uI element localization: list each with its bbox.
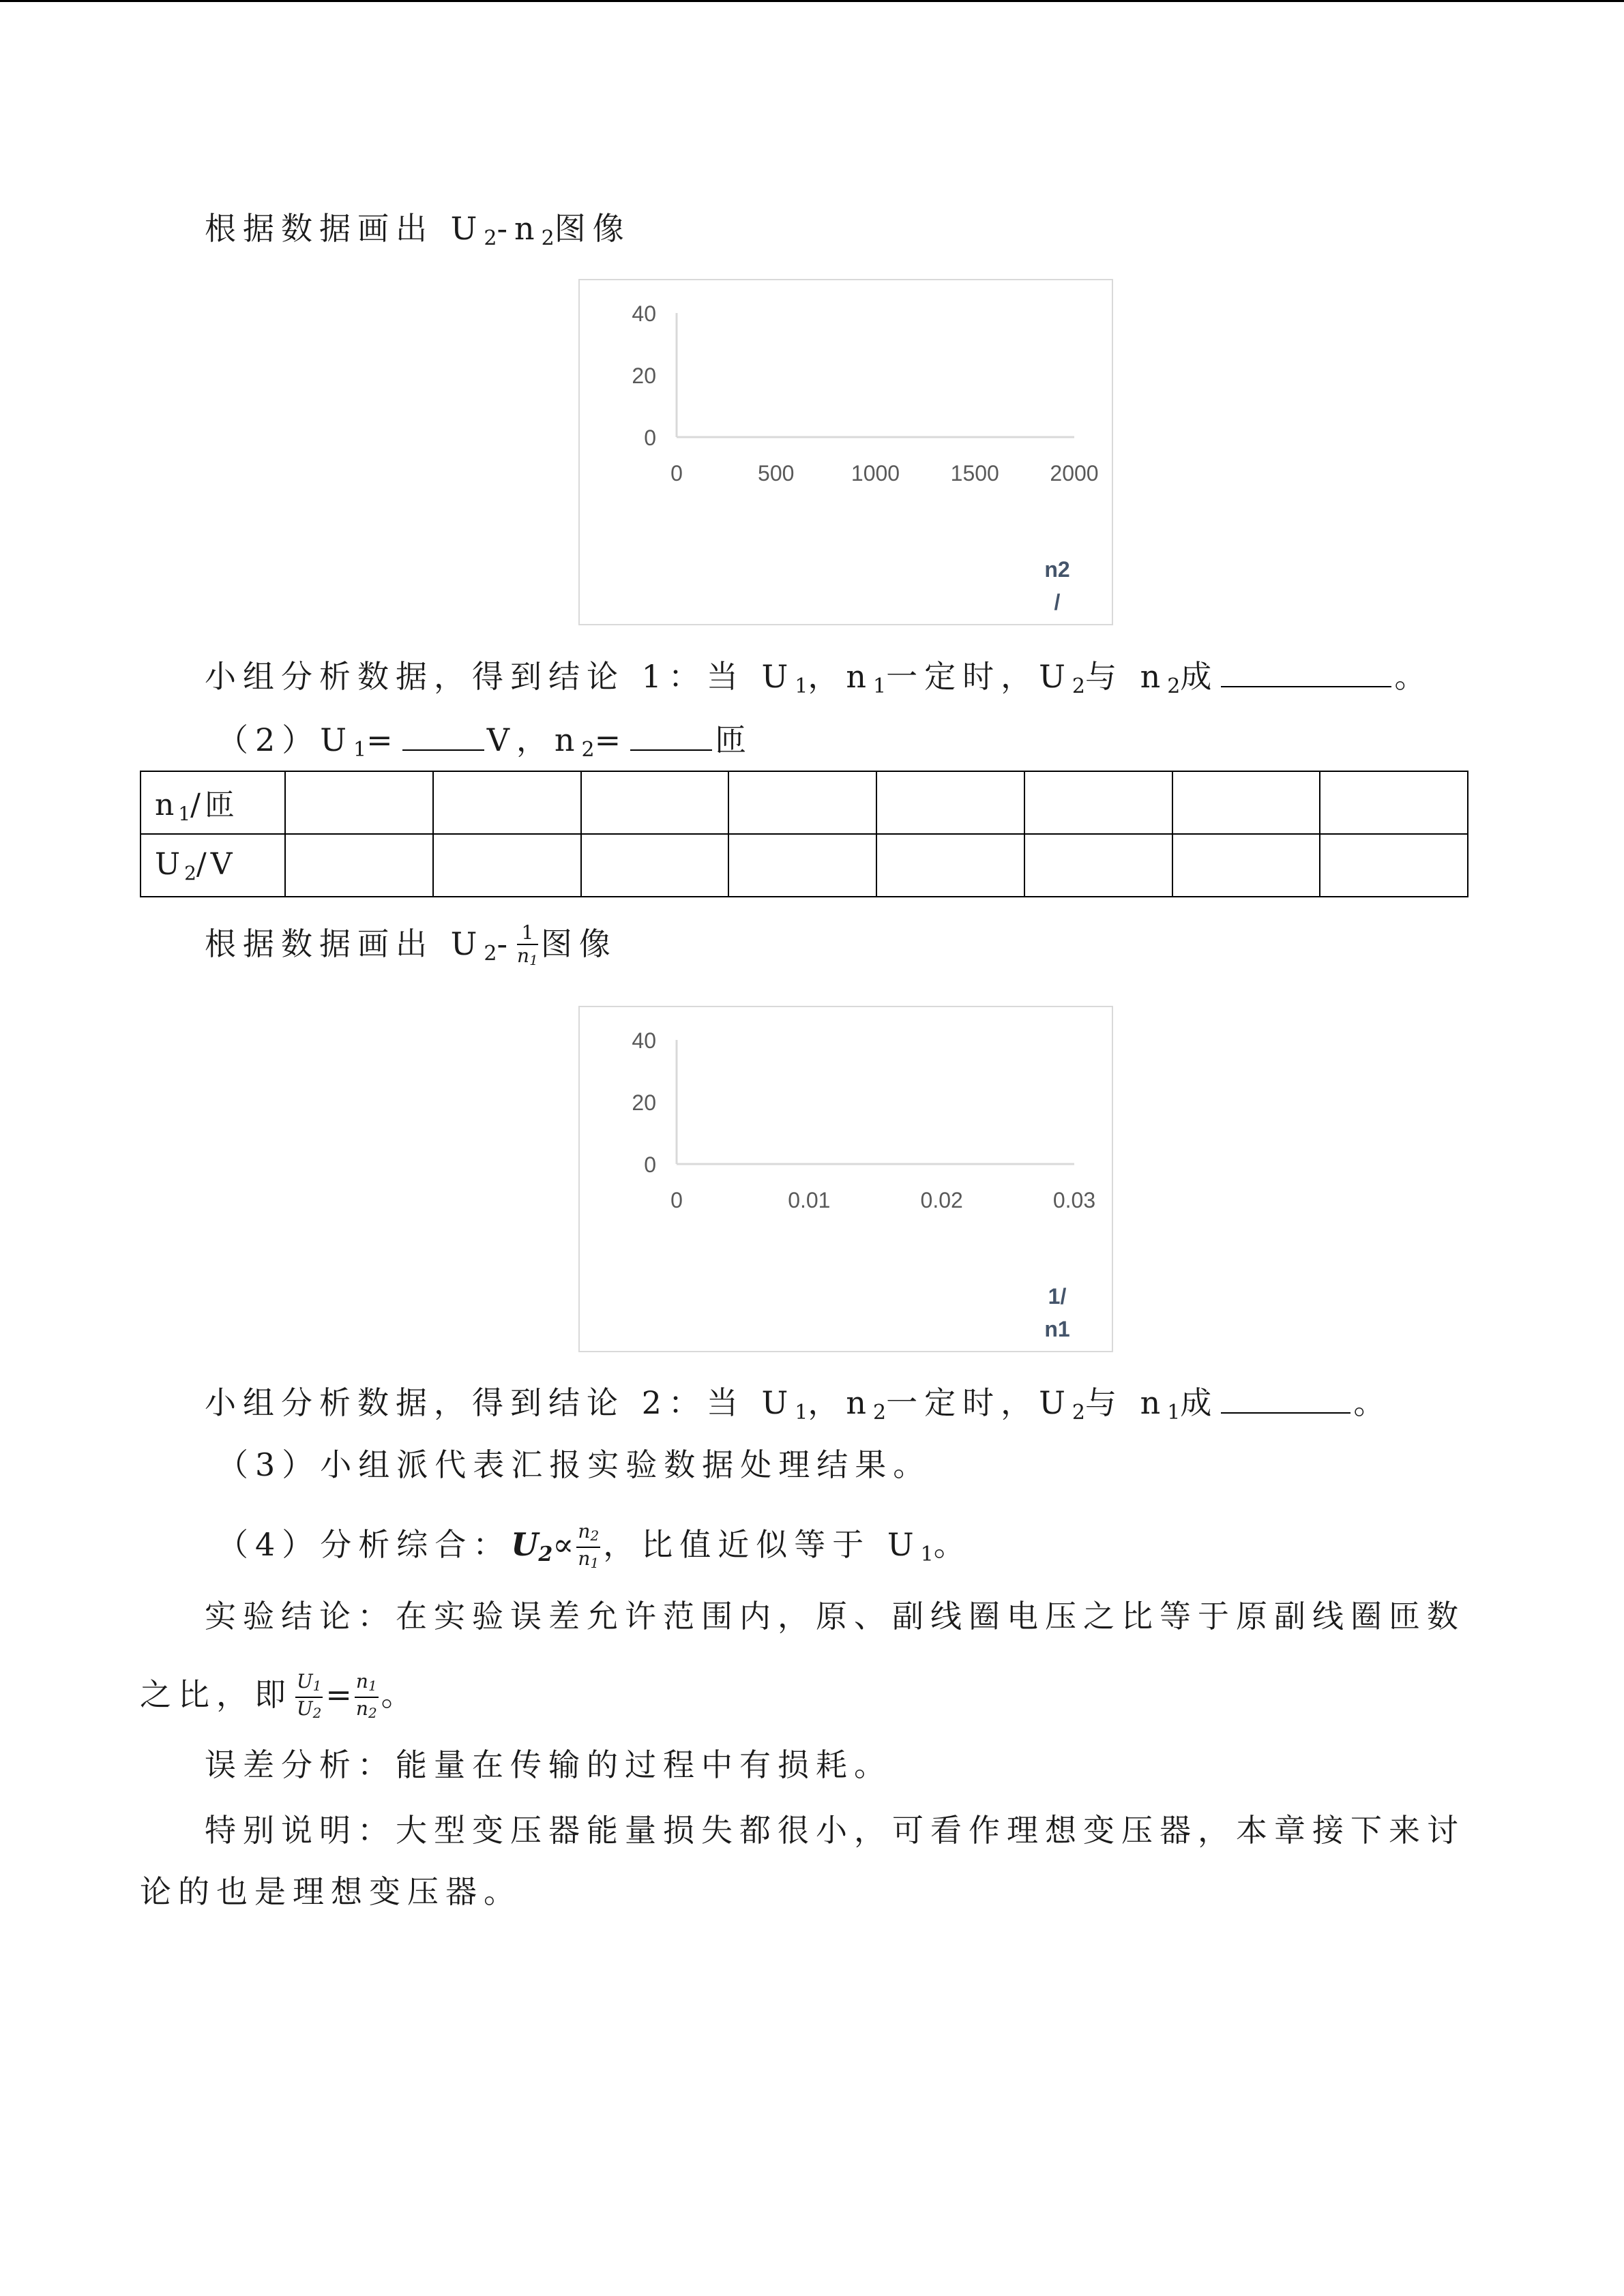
part-text: 。 bbox=[933, 1526, 972, 1563]
caption-text: 图像 bbox=[554, 210, 631, 247]
answer-blank-n2[interactable] bbox=[630, 722, 712, 751]
y-tick-label: 40 bbox=[632, 1028, 656, 1053]
x-axis-title: n1 bbox=[1044, 1317, 1070, 1341]
conclusion-text: 成 bbox=[1180, 1384, 1219, 1421]
conclusion-text: 。 bbox=[1394, 658, 1433, 695]
x-tick-label: 1000 bbox=[851, 461, 900, 486]
x-tick-label: 0.01 bbox=[788, 1188, 831, 1212]
subscript: 1 bbox=[920, 1542, 934, 1566]
special-note-line1: 特别说明：大型变压器能量损失都很小，可看作理想变压器，本章接下来讨 bbox=[205, 1812, 1465, 1849]
conclusion-text: 成 bbox=[1180, 658, 1219, 695]
subscript: 2 bbox=[581, 738, 595, 762]
conclusion-2 bbox=[205, 1382, 1391, 1433]
answer-blank-u1[interactable] bbox=[402, 722, 484, 751]
x-tick-label: 0.03 bbox=[1052, 1188, 1096, 1212]
table-row bbox=[141, 771, 1468, 834]
experiment-conclusion-line1: 实验结论：在实验误差允许范围内，原、副线圈电压之比等于原副线圈匝数 bbox=[205, 1598, 1465, 1635]
x-tick-label: 0 bbox=[670, 461, 683, 486]
subscript: 2 bbox=[1072, 1401, 1085, 1425]
conclusion-1 bbox=[205, 656, 1432, 707]
u2-n2-chart bbox=[578, 279, 1113, 625]
x-tick-label: 2000 bbox=[1050, 461, 1099, 486]
caption-text: -n bbox=[497, 210, 542, 247]
part-2-params bbox=[217, 719, 753, 771]
x-axis-title: / bbox=[1054, 590, 1061, 614]
subscript: 1 bbox=[795, 1401, 808, 1425]
subscript: 1 bbox=[353, 738, 367, 762]
reciprocal-fraction: $\frac{1}{n_1}$ bbox=[517, 921, 538, 968]
y-tick-label: 20 bbox=[632, 363, 656, 388]
caption-text: 根据数据画出 U bbox=[205, 925, 484, 962]
x-tick-label: 0.02 bbox=[920, 1188, 963, 1212]
conclusion-text: 与 n bbox=[1084, 1384, 1168, 1421]
x-axis-title: n2 bbox=[1044, 557, 1070, 582]
subscript: 2 bbox=[484, 226, 497, 250]
error-analysis: 误差分析：能量在传输的过程中有损耗。 bbox=[205, 1746, 892, 1783]
part-text: = bbox=[366, 721, 400, 758]
row-header-n1: $n_1/$匝 bbox=[141, 771, 285, 834]
y-tick-label: 0 bbox=[644, 426, 656, 450]
x-tick-label: 0 bbox=[670, 1188, 683, 1212]
x-tick-label: 1500 bbox=[950, 461, 999, 486]
conclusion-text: 一定时，U bbox=[886, 1384, 1072, 1421]
subscript: 1 bbox=[1167, 1401, 1181, 1425]
part-text: = bbox=[594, 721, 628, 758]
chart2-caption bbox=[205, 922, 617, 974]
conclusion-text: 。 bbox=[1353, 1384, 1392, 1421]
caption-text: 图像 bbox=[540, 925, 617, 962]
proportional-symbol: ∝ bbox=[552, 1526, 574, 1563]
table-cell[interactable] bbox=[1024, 834, 1172, 897]
part-text: （4）分析综合： bbox=[217, 1526, 512, 1563]
table-cell[interactable] bbox=[581, 834, 729, 897]
part-text: 匝 bbox=[715, 721, 754, 758]
conclusion-text: 小组分析数据，得到结论 1：当 U bbox=[205, 658, 795, 695]
y-tick-label: 40 bbox=[632, 301, 656, 326]
voltage-ratio-fraction: $\frac{U_1}{U_2}$ bbox=[297, 1670, 322, 1721]
table-cell[interactable] bbox=[728, 771, 876, 834]
table-cell[interactable] bbox=[728, 834, 876, 897]
u2-n2-chart-svg bbox=[580, 280, 1112, 624]
conclusion-text: 。 bbox=[381, 1676, 419, 1713]
part-text: （2）U bbox=[217, 721, 354, 758]
table-cell[interactable] bbox=[1172, 771, 1320, 834]
conclusion-text: 小组分析数据，得到结论 2：当 U bbox=[205, 1384, 795, 1421]
part-text: ，比值近似等于 U bbox=[603, 1526, 921, 1563]
y-tick-label: 20 bbox=[632, 1090, 656, 1115]
subscript: 2 bbox=[873, 1401, 887, 1425]
subscript: 1 bbox=[795, 674, 808, 698]
x-axis-title: 1/ bbox=[1048, 1284, 1067, 1309]
chart1-caption bbox=[205, 208, 631, 259]
table-cell[interactable] bbox=[1024, 771, 1172, 834]
table-cell[interactable] bbox=[876, 771, 1024, 834]
answer-blank-relation-1[interactable] bbox=[1221, 659, 1391, 687]
conclusion-text: ，n bbox=[808, 1384, 874, 1421]
x-tick-label: 500 bbox=[758, 461, 795, 486]
u2-symbol: $U_2$ bbox=[511, 1526, 553, 1566]
table-row bbox=[141, 834, 1468, 897]
equals-sign: = bbox=[325, 1676, 352, 1713]
table-cell[interactable] bbox=[876, 834, 1024, 897]
part-text: V，n bbox=[486, 721, 582, 758]
part-3: （3）小组派代表汇报实验数据处理结果。 bbox=[217, 1446, 932, 1483]
conclusion-text: 与 n bbox=[1084, 658, 1168, 695]
subscript: 2 bbox=[541, 226, 555, 250]
table-cell[interactable] bbox=[285, 771, 433, 834]
page-top-border bbox=[0, 0, 1624, 2]
experiment-conclusion-line2 bbox=[140, 1671, 419, 1724]
subscript: 2 bbox=[1167, 674, 1181, 698]
y-tick-label: 0 bbox=[644, 1152, 656, 1177]
caption-text: 根据数据画出 U bbox=[205, 210, 484, 247]
table-cell[interactable] bbox=[1172, 834, 1320, 897]
part-4 bbox=[217, 1521, 972, 1575]
answer-blank-relation-2[interactable] bbox=[1221, 1385, 1350, 1414]
conclusion-text: ，n bbox=[808, 658, 874, 695]
conclusion-text: 之比，即 bbox=[140, 1676, 293, 1713]
subscript: 2 bbox=[484, 942, 497, 966]
conclusion-text: 一定时，U bbox=[886, 658, 1072, 695]
special-note-line2: 论的也是理想变压器。 bbox=[140, 1873, 522, 1910]
table-cell[interactable] bbox=[433, 771, 581, 834]
row-header-u2: $U_2/V$ bbox=[141, 834, 285, 897]
u2-inverse-n1-chart bbox=[578, 1006, 1113, 1352]
caption-text: - bbox=[497, 925, 515, 962]
subscript: 2 bbox=[1072, 674, 1085, 698]
table-cell[interactable] bbox=[1320, 834, 1468, 897]
table-cell[interactable] bbox=[581, 771, 729, 834]
subscript: 1 bbox=[873, 674, 887, 698]
table-cell[interactable] bbox=[433, 834, 581, 897]
table-cell[interactable] bbox=[1320, 771, 1468, 834]
turns-ratio-fraction: $\frac{n_1}{n_2}$ bbox=[355, 1670, 377, 1721]
data-table bbox=[140, 771, 1468, 897]
u2-inverse-n1-chart-svg bbox=[580, 1007, 1112, 1351]
ratio-fraction: $\frac{n_2}{n_1}$ bbox=[578, 1520, 600, 1571]
table-cell[interactable] bbox=[285, 834, 433, 897]
